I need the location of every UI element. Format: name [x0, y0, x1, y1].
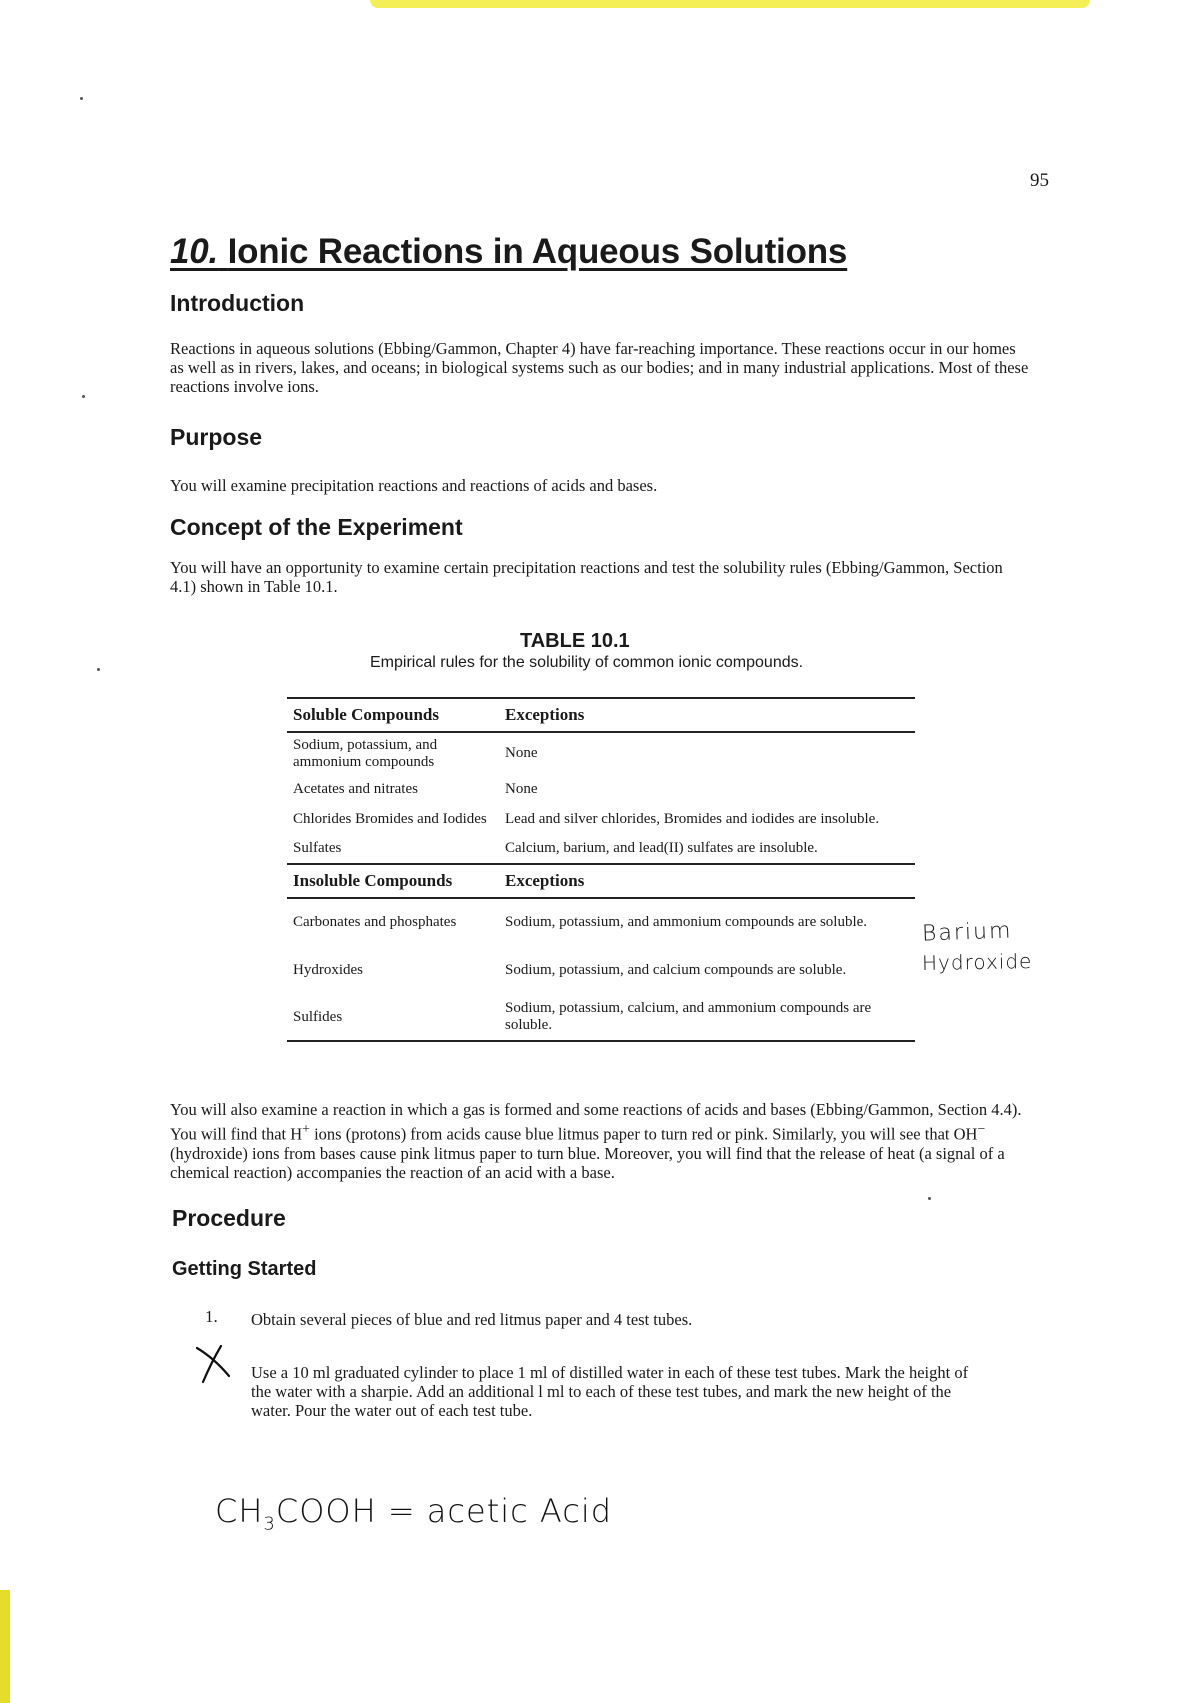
introduction-text: Reactions in aqueous solutions (Ebbing/Gammon, Chapter 4) have far-reaching importance. These reactions occur in our homes as well as in rivers, lakes, and oceans; in biological systems such as our bodies; and in many industrial applications. Most of these reactions involve ions. — [170, 339, 1029, 396]
table-row — [287, 898, 915, 946]
table-cell: Sulfides — [287, 994, 499, 1041]
hydroxide-charge: − — [977, 1121, 986, 1136]
gas-paragraph-part: You will also examine a reaction in which a gas is formed and some reactions of acids and bases (Ebbing/Gammon, Section 4.4). You will find that H — [170, 1100, 1022, 1144]
table-cell: Calcium, barium, and lead(II) sulfates are insoluble. — [505, 840, 818, 856]
table-cell: Chlorides Bromides and Iodides — [293, 810, 487, 827]
table-row — [287, 946, 915, 994]
table-header-cell: Soluble Compounds — [287, 698, 499, 732]
handwritten-acetic-acid-note — [215, 1492, 612, 1534]
procedure-heading: Procedure — [172, 1205, 286, 1231]
handwritten-note-hydroxide: Hydroxide — [921, 949, 1033, 975]
table-cell: Hydroxides — [293, 961, 363, 978]
yellow-highlight-strip — [370, 0, 1090, 8]
yellow-edge-strip — [0, 1590, 10, 1703]
formula-part: COOH = acetic Acid — [275, 1492, 613, 1530]
table-cell: None — [505, 745, 538, 761]
formula-subscript: 3 — [263, 1513, 276, 1535]
table-cell: Sulfates — [293, 840, 342, 856]
table-row — [287, 994, 915, 1041]
solubility-table — [287, 697, 915, 1042]
table-cell: None — [505, 780, 538, 797]
table-row — [287, 804, 915, 834]
table-header-row — [287, 698, 915, 732]
step-1-text: Obtain several pieces of blue and red litmus paper and 4 test tubes. — [251, 1310, 693, 1329]
step-number: 1. — [205, 1307, 218, 1326]
table-header-cell: Exceptions — [499, 698, 915, 732]
gas-paragraph-part: (hydroxide) ions from bases cause pink litmus paper to turn blue. Moreover, you will find that the release of heat (a signal of a chemical reaction) accompanies the reaction of an acid with a base. — [170, 1143, 1005, 1182]
chapter-number: 10. — [170, 232, 219, 271]
table-row — [287, 834, 915, 864]
scan-speck — [80, 97, 83, 100]
table-header-row — [287, 864, 915, 898]
step-2-text: Use a 10 ml graduated cylinder to place 1 ml of distilled water in each of these test tubes. Mark the height of the water with a sharpie. Add an additional l ml to each of these test tubes, and mark the new height of the water. Pour the water out of each test tube. — [251, 1363, 969, 1420]
table-cell: Lead and silver chlorides, Bromides and iodides are insoluble. — [505, 810, 880, 827]
scan-speck — [82, 395, 85, 398]
table-cell: Sodium, potassium, and ammonium compounds — [293, 736, 438, 770]
purpose-text: You will examine precipitation reactions and reactions of acids and bases. — [170, 476, 658, 495]
table-row — [287, 774, 915, 804]
page-number: 95 — [1030, 170, 1049, 191]
table-cell: Sodium, potassium, calcium, and ammonium compounds are soluble. — [499, 994, 915, 1041]
concept-heading: Concept of the Experiment — [170, 514, 463, 540]
gas-paragraph-part: ions (protons) from acids cause blue litmus paper to turn red or pink. Similarly, you will see that OH — [309, 1124, 978, 1144]
purpose-heading: Purpose — [170, 424, 263, 450]
scan-speck — [97, 668, 100, 671]
table-cell: Carbonates and phosphates — [293, 914, 457, 930]
getting-started-heading: Getting Started — [172, 1258, 317, 1280]
introduction-heading: Introduction — [170, 290, 305, 316]
table-title: TABLE 10.1 — [520, 630, 630, 652]
chapter-title-text: Ionic Reactions in Aqueous Solutions — [227, 232, 848, 271]
handwritten-note-barium: Barium — [921, 918, 1013, 947]
concept-text: You will have an opportunity to examine certain precipitation reactions and test the solubility rules (Ebbing/Gammon, Section 4.1) shown in Table 10.1. — [170, 558, 1003, 596]
table-cell: Sodium, potassium, and calcium compounds are soluble. — [505, 961, 847, 978]
table-cell: Acetates and nitrates — [293, 780, 418, 797]
table-header-cell: Exceptions — [499, 864, 915, 898]
table-header-cell: Insoluble Compounds — [287, 864, 499, 898]
table-row — [287, 732, 915, 774]
table-caption: Empirical rules for the solubility of common ionic compounds. — [370, 654, 804, 671]
table-cell: Sodium, potassium, and ammonium compounds are soluble. — [505, 914, 868, 930]
chapter-title — [170, 232, 847, 272]
scan-speck — [928, 1197, 931, 1200]
gas-reaction-paragraph — [170, 1100, 1050, 1182]
proton-charge: + — [302, 1121, 310, 1136]
handwritten-x-mark-icon — [193, 1342, 233, 1384]
formula-part: CH — [215, 1492, 264, 1530]
